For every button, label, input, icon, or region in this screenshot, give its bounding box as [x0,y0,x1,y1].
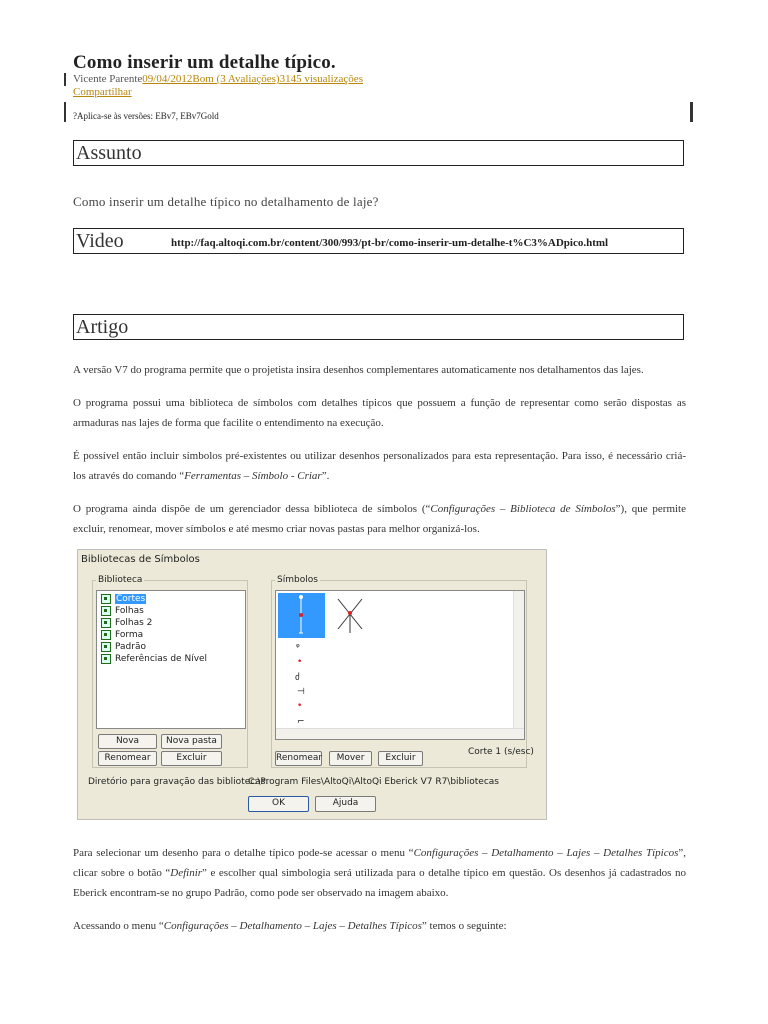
article-meta [73,73,363,85]
list-item[interactable]: Folhas [101,605,144,617]
date-link[interactable]: 09/04/2012 [142,73,193,85]
author[interactable]: Vicente Parente [73,73,143,85]
directory-value: C:\Program Files\AltoQi\AltoQi Eberick V7 R7\bibliotecas [248,777,499,787]
video-heading: Video [76,230,124,252]
folder-icon [101,606,111,616]
folder-icon [101,630,111,640]
share-link[interactable]: Compartilhar [73,86,132,98]
symbol-dot[interactable]: • [297,657,303,667]
assunto-heading: Assunto [76,142,142,164]
cross-symbol-icon [332,595,368,635]
horizontal-scrollbar[interactable] [276,728,524,739]
artigo-heading-box [73,314,684,340]
video-link[interactable]: http://faq.altoqi.com.br/content/300/993/pt-br/como-inserir-um-detalhe-t%C3%ADpico.html [171,237,609,249]
vertical-scrollbar[interactable] [513,591,524,739]
menu-path: Configurações – Detalhamento – Lajes – Detalhes Típicos [163,920,422,932]
directory-label: Diretório para gravação das bibliotecas: [88,777,269,787]
symbol-glyph[interactable]: ᵠ [296,643,300,653]
dialog-title: Bibliotecas de Símbolos [81,554,200,565]
list-item[interactable]: Cortes [101,593,146,605]
folder-icon [101,618,111,628]
versions-bar-right [690,102,693,122]
ok-button[interactable]: OK [248,796,309,812]
ajuda-button[interactable]: Ajuda [315,796,376,812]
paragraph-2: O programa possui uma biblioteca de símbolos com detalhes típicos que possuem a função de representar como serão dispostas as armaduras nas lajes de forma que facilite o entendimento na execução. [73,397,686,429]
list-item[interactable]: Padrão [101,641,146,653]
rating-link[interactable]: Bom (3 Avaliações) [192,73,280,85]
symbol-glyph[interactable]: ⊣ [297,687,305,697]
menu-path: Configurações – Biblioteca de Símbolos [430,503,616,515]
renomear-symbol-button[interactable]: Renomear [275,751,322,766]
versions-note: ?Aplica-se às versões: EBv7, EBv7Gold [73,111,219,121]
paragraph-5: Para selecionar um desenho para o detalhe típico pode-se acessar o menu “Configurações – Detalhamento – Lajes – Detalhes Típicos”, clicar sobre o botão “Definir” e escolher qual simbologia será utilizada para o detalhe típico em questão. Os desenhos já cadastrados no Eberick encontram-se no grupo Padrão, como pode ser observado na imagem abaixo. [73,847,686,899]
versions-bar-left [64,102,66,122]
list-item[interactable]: Folhas 2 [101,617,152,629]
paragraph-4: O programa ainda dispõe de um gerenciador dessa biblioteca de símbolos (“Configurações – Biblioteca de Símbolos”), que permite excluir, renomear, mover símbolos e até mesmo criar novas pastas para melhor organizá-los. [73,503,686,535]
symbol-dot[interactable]: • [297,701,303,711]
mover-button[interactable]: Mover [329,751,372,766]
button-name: Definir [170,867,203,879]
folder-icon [101,654,111,664]
assunto-heading-box [73,140,684,166]
paragraph-6: Acessando o menu “Configurações – Detalhamento – Lajes – Detalhes Típicos” temos o seguinte: [73,920,507,932]
menu-path: Ferramentas – Símbolo - Criar [184,470,322,482]
artigo-heading: Artigo [76,316,129,338]
folder-icon [101,642,111,652]
paragraph-3: É possível então incluir símbolos pré-existentes ou utilizar desenhos personalizados para esta representação. Para isso, é necessário criá-los através do comando “Ferramentas – Símbolo - Criar”. [73,450,686,482]
paragraph-1: A versão V7 do programa permite que o projetista insira desenhos complementares automaticamente nos detalhamentos das lajes. [73,364,644,376]
views-link[interactable]: 3145 visualizações [279,73,363,85]
corte-symbol-icon [278,593,325,638]
symbol-glyph[interactable]: ⌐ [297,717,305,727]
menu-path: Configurações – Detalhamento – Lajes – Detalhes Típicos [413,847,679,859]
assunto-text: Como inserir um detalhe típico no detalhamento de laje? [73,194,379,209]
symbols-group-label: Símbolos [277,575,318,585]
excluir-library-button[interactable]: Excluir [161,751,222,766]
list-item[interactable]: Referências de Nível [101,653,207,665]
meta-divider [64,73,66,86]
library-list[interactable] [96,590,246,729]
library-dialog [77,549,547,820]
excluir-symbol-button[interactable]: Excluir [378,751,423,766]
symbol-caption: Corte 1 (s/esc) [468,747,534,757]
folder-icon [101,594,111,604]
nova-button[interactable]: Nova [98,734,157,749]
renomear-library-button[interactable]: Renomear [98,751,157,766]
symbol-glyph[interactable]: ძ [295,673,300,683]
symbols-grid[interactable] [275,590,525,740]
nova-pasta-button[interactable]: Nova pasta [161,734,222,749]
list-item[interactable]: Forma [101,629,143,641]
library-group-label: Biblioteca [98,575,143,585]
page-title: Como inserir um detalhe típico. [73,52,336,73]
selected-symbol[interactable] [278,593,325,638]
